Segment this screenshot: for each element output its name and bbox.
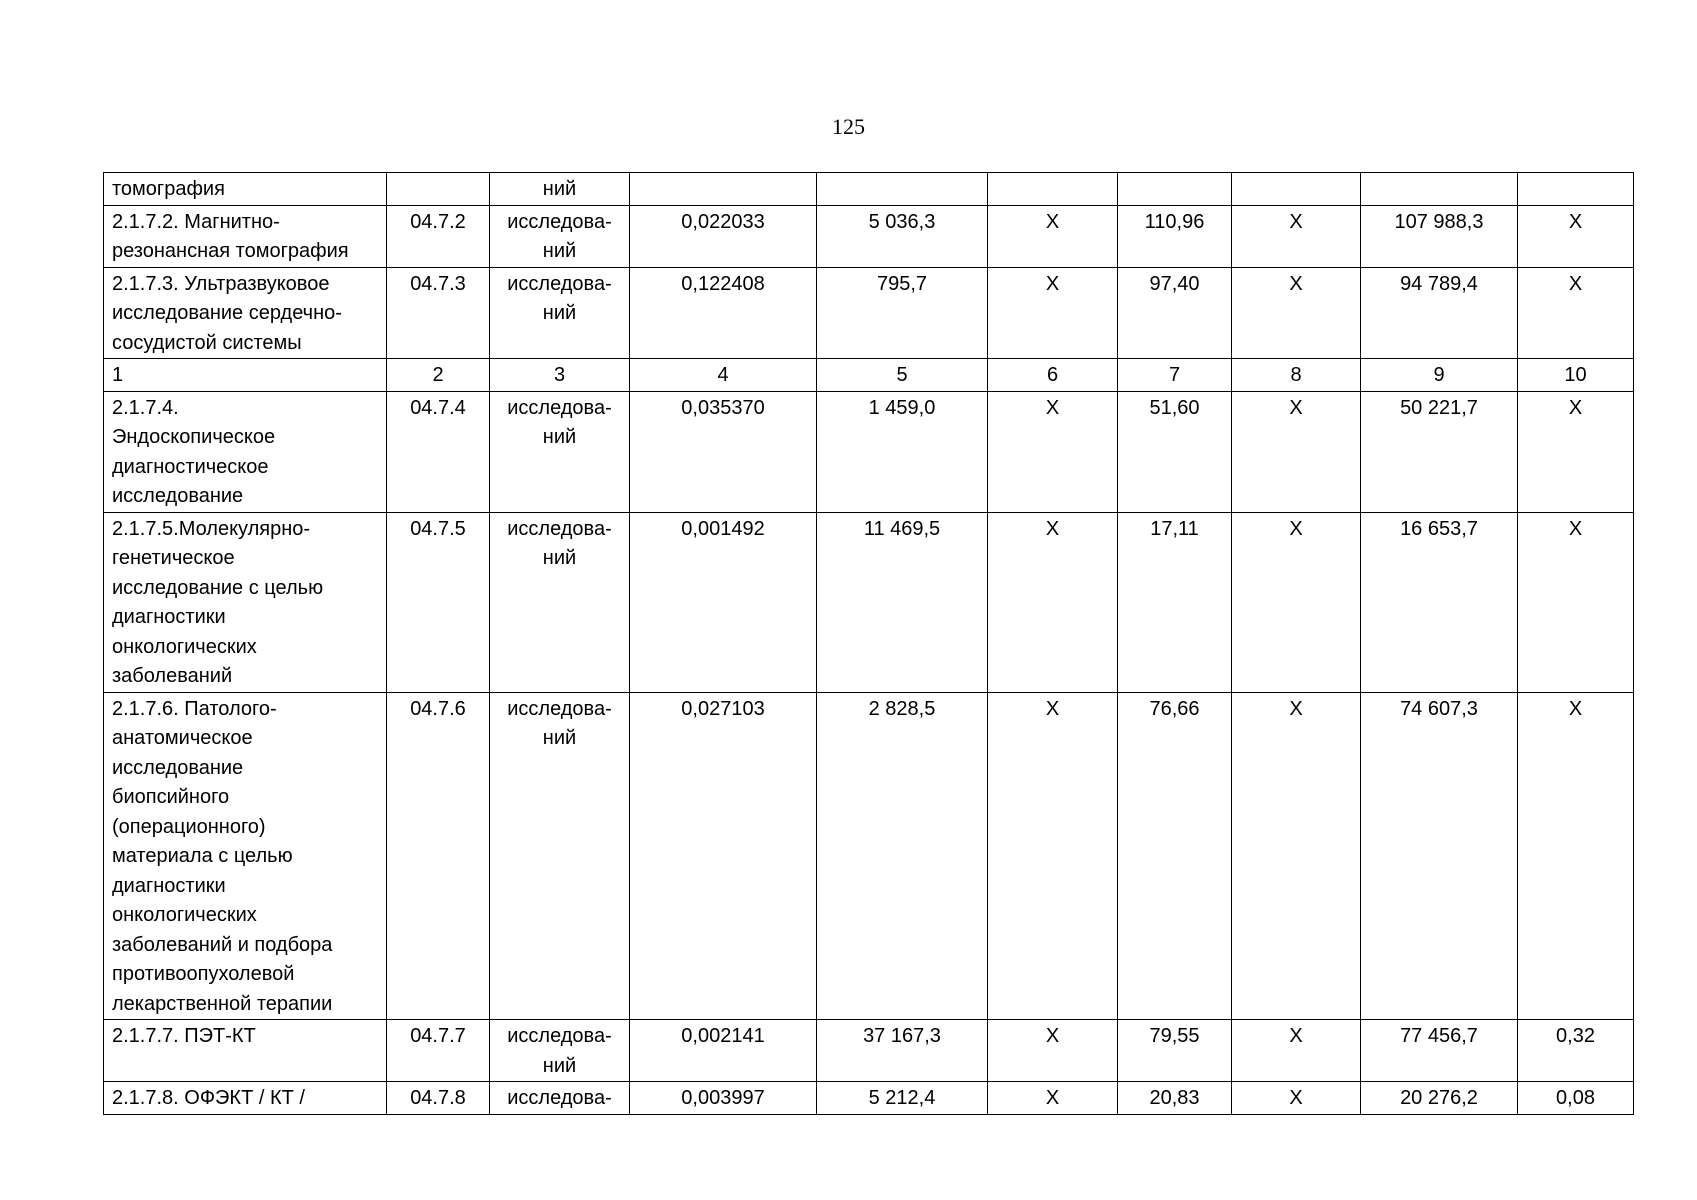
cell-col5: 11 469,5 — [817, 512, 988, 692]
cell-col6: Х — [988, 1082, 1118, 1115]
cell-col9: 50 221,7 — [1361, 391, 1518, 512]
cell-line: заболеваний — [112, 665, 233, 687]
cell-col8: Х — [1232, 1020, 1361, 1082]
cell-unit — [490, 391, 630, 512]
cell-name — [104, 1082, 387, 1115]
cell-col4: 4 — [630, 359, 817, 392]
cell-code: 04.7.8 — [387, 1082, 490, 1115]
cell-col5: 5 036,3 — [817, 205, 988, 267]
cell-col9: 16 653,7 — [1361, 512, 1518, 692]
cell-line: исследова- — [507, 210, 612, 233]
cell-col4: 0,027103 — [630, 692, 817, 1020]
cell-code — [387, 173, 490, 206]
cell-unit — [490, 1082, 630, 1115]
cell-unit — [490, 512, 630, 692]
cell-col9: 77 456,7 — [1361, 1020, 1518, 1082]
cell-line: ний — [542, 178, 577, 200]
table-row — [104, 391, 1634, 512]
cell-col6 — [988, 173, 1118, 206]
cell-col4: 0,003997 — [630, 1082, 817, 1115]
cell-code: 04.7.7 — [387, 1020, 490, 1082]
cell-line: онкологических — [112, 635, 257, 658]
cell-line: заболеваний и подбора — [112, 933, 333, 956]
table-row — [104, 692, 1634, 1020]
cell-col4: 0,002141 — [630, 1020, 817, 1082]
table-row — [104, 1020, 1634, 1082]
cell-code: 04.7.6 — [387, 692, 490, 1020]
cell-line: диагностики — [112, 874, 226, 897]
cell-line: 2.1.7.2. Магнитно- — [112, 210, 280, 233]
cell-line: исследование сердечно- — [112, 302, 342, 324]
cell-col5: 795,7 — [817, 267, 988, 359]
cell-unit — [490, 173, 630, 206]
cell-name — [104, 391, 387, 512]
cell-line: 1 — [112, 364, 124, 386]
cell-col10: Х — [1518, 205, 1634, 267]
cell-code: 2 — [387, 359, 490, 392]
cell-unit — [490, 692, 630, 1020]
cell-line: 2.1.7.5.Молекулярно- — [112, 517, 311, 540]
cell-name — [104, 512, 387, 692]
cell-unit — [490, 267, 630, 359]
cell-col6: Х — [988, 267, 1118, 359]
cell-code: 04.7.2 — [387, 205, 490, 267]
cell-line: ний — [542, 302, 577, 324]
cell-line: ний — [542, 1054, 577, 1077]
page-number: 125 — [832, 114, 865, 139]
cell-line: 3 — [553, 364, 566, 386]
cell-line: резонансная томография — [112, 240, 349, 262]
data-table — [103, 172, 1634, 1115]
cell-col4: 0,035370 — [630, 391, 817, 512]
cell-col7: 110,96 — [1118, 205, 1232, 267]
cell-col5 — [817, 173, 988, 206]
cell-col8 — [1232, 173, 1361, 206]
cell-col6: Х — [988, 692, 1118, 1020]
cell-col7 — [1118, 173, 1232, 206]
cell-line: анатомическое — [112, 727, 253, 749]
table-body — [104, 173, 1634, 1115]
cell-col6: Х — [988, 205, 1118, 267]
cell-col5: 5 — [817, 359, 988, 392]
cell-line: онкологических — [112, 904, 257, 926]
cell-col9: 107 988,3 — [1361, 205, 1518, 267]
cell-col6: Х — [988, 1020, 1118, 1082]
cell-col7: 79,55 — [1118, 1020, 1232, 1082]
cell-col9: 74 607,3 — [1361, 692, 1518, 1020]
cell-col7: 7 — [1118, 359, 1232, 392]
cell-line: 2.1.7.6. Патолого- — [112, 697, 277, 720]
cell-col10 — [1518, 173, 1634, 206]
cell-line: исследова- — [507, 1087, 612, 1109]
cell-col10: Х — [1518, 692, 1634, 1020]
cell-line: 2.1.7.4. — [112, 396, 179, 419]
cell-line: Эндоскопическое — [112, 426, 276, 448]
cell-line: (операционного) — [112, 815, 266, 838]
cell-unit — [490, 205, 630, 267]
cell-col10: 0,08 — [1518, 1082, 1634, 1115]
cell-name — [104, 692, 387, 1020]
cell-col8: Х — [1232, 692, 1361, 1020]
cell-line: ний — [542, 547, 577, 569]
cell-col9 — [1361, 173, 1518, 206]
cell-line: томография — [112, 178, 225, 200]
cell-col9: 94 789,4 — [1361, 267, 1518, 359]
cell-line: исследова- — [507, 272, 612, 295]
table-row — [104, 1082, 1634, 1115]
table-row — [104, 267, 1634, 359]
cell-line: ний — [542, 426, 577, 448]
cell-col9: 9 — [1361, 359, 1518, 392]
cell-line: исследование — [112, 756, 244, 779]
cell-col6: 6 — [988, 359, 1118, 392]
cell-line: исследование с целью — [112, 576, 324, 599]
cell-line: биопсийного — [112, 786, 230, 808]
cell-line: ний — [542, 727, 577, 749]
cell-col5: 5 212,4 — [817, 1082, 988, 1115]
cell-code: 04.7.4 — [387, 391, 490, 512]
column-numbers-row — [104, 359, 1634, 392]
cell-code: 04.7.5 — [387, 512, 490, 692]
cell-line: материала с целью — [112, 845, 293, 867]
cell-col10: 0,32 — [1518, 1020, 1634, 1082]
cell-name — [104, 359, 387, 392]
cell-name — [104, 205, 387, 267]
cell-col8: Х — [1232, 1082, 1361, 1115]
cell-line: противоопухолевой — [112, 963, 295, 985]
cell-line: сосудистой системы — [112, 331, 302, 354]
cell-col7: 97,40 — [1118, 267, 1232, 359]
cell-col7: 17,11 — [1118, 512, 1232, 692]
table-row — [104, 205, 1634, 267]
cell-col7: 76,66 — [1118, 692, 1232, 1020]
cell-col4: 0,022033 — [630, 205, 817, 267]
cell-unit — [490, 359, 630, 392]
cell-line: лекарственной терапии — [112, 992, 333, 1015]
cell-col6: Х — [988, 391, 1118, 512]
cell-col5: 1 459,0 — [817, 391, 988, 512]
cell-line: 2.1.7.7. ПЭТ-КТ — [112, 1025, 256, 1047]
cell-line: диагностики — [112, 606, 226, 628]
cell-line: исследова- — [507, 517, 612, 540]
cell-col4: 0,122408 — [630, 267, 817, 359]
cell-name — [104, 173, 387, 206]
table-row — [104, 512, 1634, 692]
cell-line: 2.1.7.8. ОФЭКТ / КТ / — [112, 1087, 305, 1109]
cell-name — [104, 1020, 387, 1082]
cell-line: исследова- — [507, 697, 612, 720]
cell-line: исследование — [112, 485, 244, 507]
cell-col10: Х — [1518, 391, 1634, 512]
cell-col6: Х — [988, 512, 1118, 692]
cell-col9: 20 276,2 — [1361, 1082, 1518, 1115]
cell-col5: 2 828,5 — [817, 692, 988, 1020]
cell-col4: 0,001492 — [630, 512, 817, 692]
cell-line: 2.1.7.3. Ультразвуковое — [112, 272, 330, 295]
cell-col4 — [630, 173, 817, 206]
cell-line: исследова- — [507, 1025, 612, 1047]
cell-col8: 8 — [1232, 359, 1361, 392]
cell-col10: 10 — [1518, 359, 1634, 392]
cell-unit — [490, 1020, 630, 1082]
cell-line: ний — [542, 240, 577, 262]
cell-col10: Х — [1518, 512, 1634, 692]
cell-col5: 37 167,3 — [817, 1020, 988, 1082]
cell-line: диагностическое — [112, 455, 269, 478]
table-row — [104, 173, 1634, 206]
cell-col8: Х — [1232, 267, 1361, 359]
cell-col10: Х — [1518, 267, 1634, 359]
cell-col7: 20,83 — [1118, 1082, 1232, 1115]
cell-col8: Х — [1232, 391, 1361, 512]
cell-col7: 51,60 — [1118, 391, 1232, 512]
cell-code: 04.7.3 — [387, 267, 490, 359]
cell-line: исследова- — [507, 396, 612, 419]
cell-col8: Х — [1232, 205, 1361, 267]
cell-col8: Х — [1232, 512, 1361, 692]
cell-name — [104, 267, 387, 359]
cell-line: генетическое — [112, 547, 235, 569]
